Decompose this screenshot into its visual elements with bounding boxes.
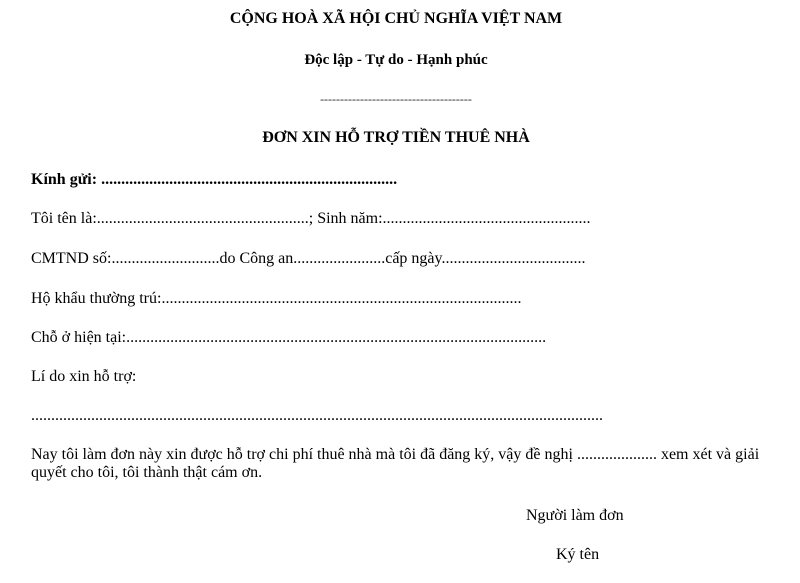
document-title: ĐƠN XIN HỖ TRỢ TIỀN THUÊ NHÀ [262, 129, 530, 146]
id-card-line: CMTND số:...........................do Công an.......................cấp ngày.................................... [31, 250, 586, 267]
reason-label: Lí do xin hỗ trợ: [31, 368, 137, 385]
current-address-line: Chỗ ở hiện tại:......................................................................................................... [31, 329, 547, 346]
motto-heading: Độc lập - Tự do - Hạnh phúc [304, 52, 488, 68]
country-heading: CỘNG HOÀ XÃ HỘI CHỦ NGHĨA VIỆT NAM [229, 10, 563, 27]
permanent-address-line: Hộ khẩu thường trú:.......................................................................................... [31, 290, 522, 307]
name-birthyear-line: Tôi tên là:.....................................................; Sinh năm:.................................................... [31, 210, 591, 227]
header-separator: -------------------------------------- [320, 92, 472, 106]
reason-dotted-line: ............................................................................................................................................... [31, 407, 603, 424]
signer-role: Người làm đơn [526, 507, 624, 524]
request-paragraph: Nay tôi làm đơn này xin được hỗ trợ chi phí thuê nhà mà tôi đã đăng ký, vậy đề nghị .................... xem xét và giải quyết cho tôi, tôi thành thật cám ơn. [31, 446, 760, 481]
signature-label: Ký tên [556, 546, 600, 563]
recipient-line: Kính gửi: .......................................................................... [31, 171, 398, 188]
